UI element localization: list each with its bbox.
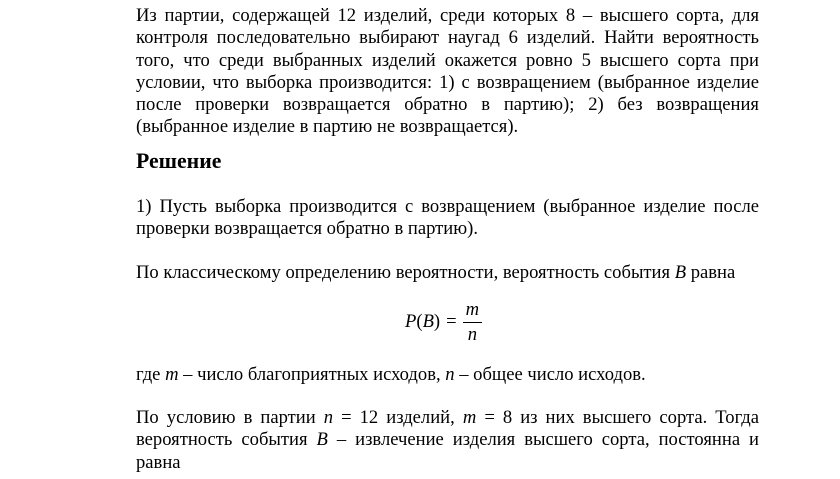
- formula-fn: P: [405, 311, 417, 332]
- where-n: n: [445, 364, 455, 385]
- condition-paragraph: [136, 407, 759, 474]
- condition-line: [136, 429, 759, 451]
- condition-eq2: = 8 из них высшего сорта. Тогда: [476, 407, 759, 428]
- where-mid: – число благоприятных исходов,: [178, 364, 446, 385]
- classical-tail: равна: [686, 262, 736, 283]
- condition-eq1: = 12 изделий,: [333, 407, 463, 428]
- where-post: – общее число исходов.: [454, 364, 646, 385]
- where-pre: где: [136, 364, 166, 385]
- condition-n: n: [323, 407, 334, 428]
- classical-definition-paragraph: [136, 262, 759, 284]
- formula-fraction: [463, 300, 482, 345]
- probability-formula: [405, 298, 482, 346]
- classical-definition-line: [136, 262, 759, 284]
- condition-line: равна: [136, 451, 181, 473]
- formula-equals: =: [446, 311, 457, 332]
- formula-numerator: m: [463, 300, 482, 323]
- formula-denominator: n: [467, 323, 477, 345]
- problem-line: (выбранное изделие в партию не возвращается).: [136, 116, 519, 138]
- problem-statement: [136, 5, 759, 139]
- formula-lhs: [405, 311, 440, 333]
- formula-var: B: [422, 311, 434, 332]
- problem-line: контроля последовательно выбирают наугад 6 изделий. Найти вероятность: [136, 27, 759, 49]
- case1-line: 1) Пусть выборка производится с возвращением (выбранное изделие после: [136, 196, 759, 217]
- condition-l2-pre: вероятность события: [136, 429, 317, 451]
- where-paragraph: [136, 364, 759, 386]
- classical-text: По классическому определению вероятности, вероятность события: [136, 262, 675, 283]
- where-line: [136, 364, 759, 386]
- solution-heading: Решение: [136, 149, 222, 173]
- condition-var: B: [316, 429, 328, 451]
- condition-m: m: [462, 407, 477, 428]
- problem-line: условии, что выборка производится: 1) с возвращением (выбранное изделие: [136, 71, 759, 93]
- case1-line: проверки возвращается обратно в партию).: [136, 218, 478, 240]
- condition-line: [136, 407, 759, 429]
- problem-line: Из партии, содержащей 12 изделий, среди которых 8 – высшего сорта, для: [136, 5, 759, 26]
- problem-line: того, что среди выбранных изделий окажется ровно 5 высшего сорта при: [136, 49, 759, 71]
- event-variable: B: [674, 262, 687, 283]
- problem-line: после проверки возвращается обратно в партию); 2) без возвращения: [136, 94, 759, 116]
- formula-open-paren: (: [416, 311, 423, 332]
- condition-pre: По условию в партии: [136, 407, 324, 428]
- case1-paragraph: [136, 196, 759, 241]
- where-m: m: [165, 364, 179, 385]
- formula-close-paren: ): [433, 311, 441, 332]
- condition-l2-post: – извлечение изделия высшего сорта, постоянна и: [327, 429, 759, 451]
